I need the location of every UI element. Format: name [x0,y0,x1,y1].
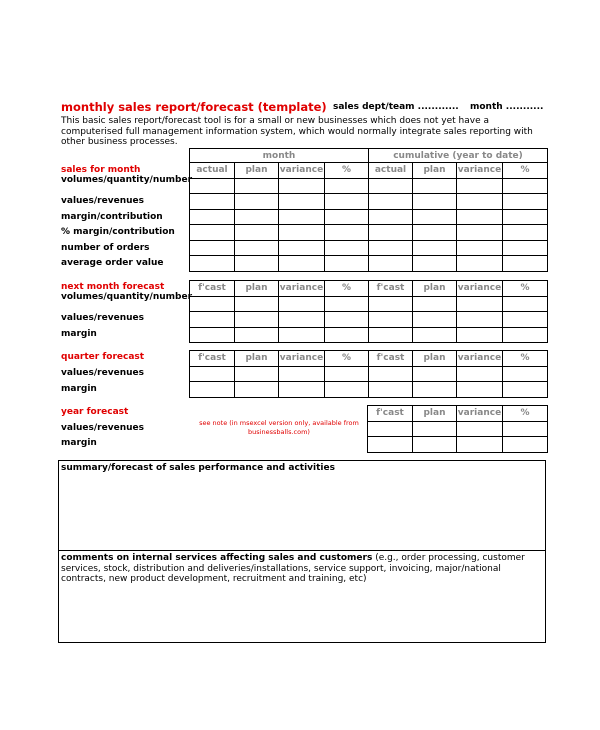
col-header: % [325,163,369,179]
cell[interactable] [325,240,369,256]
quarter-forecast-grid [189,350,548,398]
cell[interactable] [413,327,457,343]
cell[interactable] [190,327,235,343]
group-header-cumulative: cumulative (year to date) [369,149,548,163]
cell[interactable] [235,178,279,194]
row-label: average order value [61,258,164,268]
cell[interactable] [369,225,413,241]
cell[interactable] [369,312,413,328]
cell[interactable] [235,312,279,328]
section-heading-quarter-forecast: quarter forecast [61,352,145,362]
cell[interactable] [503,209,548,225]
table-row [190,256,548,272]
next-month-forecast-grid [189,280,548,343]
cell[interactable] [279,209,325,225]
cell[interactable] [325,178,369,194]
table-row [190,240,548,256]
cell[interactable] [235,366,279,382]
col-header: plan [413,406,457,422]
cell[interactable] [235,327,279,343]
cell[interactable] [413,194,457,210]
col-header: % [503,351,548,367]
table-row [190,225,548,241]
cell[interactable] [503,312,548,328]
cell[interactable] [413,366,457,382]
col-header: variance [279,163,325,179]
comments-box[interactable] [58,550,546,643]
col-header: f'cast [190,281,235,297]
col-header: plan [235,163,279,179]
col-header: actual [190,163,235,179]
cell[interactable] [235,225,279,241]
cell[interactable] [413,312,457,328]
cell[interactable] [413,421,457,437]
row-label: values/revenues [61,196,144,206]
comments-text: (e.g., order processing, customer services, stock, distribution and deliveries/installations, service support, invoicing, major/national contracts, new product development, recruitment and training, etc) [61,553,525,584]
cell[interactable] [457,327,503,343]
cell[interactable] [503,194,548,210]
row-label: number of orders [61,243,150,253]
col-header: variance [457,406,503,422]
cell[interactable] [503,437,548,453]
section-heading-next-month-forecast: next month forecast [61,282,165,292]
col-header: variance [457,351,503,367]
cell[interactable] [325,296,369,312]
col-header: variance [279,281,325,297]
row-label: values/revenues [61,423,144,433]
cell[interactable] [369,209,413,225]
cell[interactable] [503,421,548,437]
cell[interactable] [325,225,369,241]
cell[interactable] [325,256,369,272]
cell[interactable] [457,312,503,328]
cell[interactable] [503,366,548,382]
cell[interactable] [503,327,548,343]
cell[interactable] [190,209,235,225]
cell[interactable] [413,209,457,225]
month-field: month ........... [470,102,544,112]
cell[interactable] [235,256,279,272]
page-title: monthly sales report/forecast (template) [61,100,327,114]
row-label: margin/contribution [61,212,163,222]
cell[interactable] [503,240,548,256]
cell[interactable] [457,421,503,437]
cell[interactable] [369,327,413,343]
cell[interactable] [190,240,235,256]
cell[interactable] [279,256,325,272]
group-header-month: month [190,149,369,163]
cell[interactable] [325,209,369,225]
table-row [190,296,548,312]
col-header: variance [457,281,503,297]
cell[interactable] [457,296,503,312]
cell[interactable] [413,225,457,241]
row-label: volumes/quantity/number [61,292,193,302]
cell[interactable] [190,366,235,382]
table-row [190,327,548,343]
summary-label: summary/forecast of sales performance and activities [61,463,335,473]
section-heading-sales-for-month: sales for month [61,165,141,175]
cell[interactable] [190,312,235,328]
cell[interactable] [503,296,548,312]
row-label: margin [61,329,97,339]
comments-label: comments on internal services affecting sales and customers [61,553,373,563]
table-row [190,194,548,210]
cell[interactable] [279,296,325,312]
cell[interactable] [235,240,279,256]
col-header: plan [413,281,457,297]
cell[interactable] [325,312,369,328]
col-header: % [503,281,548,297]
table-row [190,382,548,398]
cell[interactable] [279,178,325,194]
cell[interactable] [235,296,279,312]
table-row [368,437,548,453]
cell[interactable] [413,240,457,256]
cell[interactable] [235,209,279,225]
cell[interactable] [368,437,413,453]
cell[interactable] [457,178,503,194]
sales-dept-field: sales dept/team ............ [333,102,459,112]
row-label: values/revenues [61,368,144,378]
cell[interactable] [503,382,548,398]
table-row [190,366,548,382]
col-header: plan [235,351,279,367]
table-row [190,312,548,328]
cell[interactable] [369,194,413,210]
cell[interactable] [369,366,413,382]
cell[interactable] [413,296,457,312]
excel-version-note: see note (in msexcel version only, available from businessballs.com) [199,419,359,436]
cell[interactable] [235,382,279,398]
cell[interactable] [457,256,503,272]
cell[interactable] [190,194,235,210]
cell[interactable] [279,366,325,382]
cell[interactable] [369,382,413,398]
row-label: volumes/quantity/number [61,175,193,185]
row-label: margin [61,438,97,448]
cell[interactable] [279,225,325,241]
cell[interactable] [279,382,325,398]
col-header: % [325,281,369,297]
cell[interactable] [279,327,325,343]
cell[interactable] [368,421,413,437]
table-row [368,421,548,437]
cell[interactable] [190,296,235,312]
cell[interactable] [413,437,457,453]
col-header: plan [413,351,457,367]
cell[interactable] [413,178,457,194]
cell[interactable] [325,382,369,398]
cell[interactable] [190,225,235,241]
cell[interactable] [325,194,369,210]
sales-for-month-grid [189,148,548,272]
table-row [190,209,548,225]
cell[interactable] [503,225,548,241]
col-header: % [503,406,548,422]
col-header: % [503,163,548,179]
cell[interactable] [457,366,503,382]
col-header: plan [235,281,279,297]
cell[interactable] [369,296,413,312]
col-header: actual [369,163,413,179]
cell[interactable] [457,194,503,210]
cell[interactable] [503,178,548,194]
cell[interactable] [457,225,503,241]
cell[interactable] [457,240,503,256]
col-header: f'cast [369,351,413,367]
cell[interactable] [190,256,235,272]
cell[interactable] [369,178,413,194]
table-row [190,178,548,194]
row-label: values/revenues [61,313,144,323]
summary-box[interactable] [58,460,546,551]
cell[interactable] [279,312,325,328]
year-forecast-grid [367,405,548,453]
cell[interactable] [325,327,369,343]
col-header: variance [457,163,503,179]
cell[interactable] [279,194,325,210]
cell[interactable] [190,382,235,398]
cell[interactable] [413,382,457,398]
cell[interactable] [457,209,503,225]
cell[interactable] [369,256,413,272]
col-header: plan [413,163,457,179]
cell[interactable] [325,366,369,382]
row-label: margin [61,384,97,394]
cell[interactable] [369,240,413,256]
col-header: variance [279,351,325,367]
cell[interactable] [190,178,235,194]
cell[interactable] [503,256,548,272]
intro-text: This basic sales report/forecast tool is for a small or new businesses which does not yet have a computerised full management information system, which would normally integrate sales reporting with other business processes. [61,116,533,147]
col-header: f'cast [368,406,413,422]
col-header: f'cast [190,351,235,367]
col-header: % [325,351,369,367]
section-heading-year-forecast: year forecast [61,407,129,417]
row-label: % margin/contribution [61,227,175,237]
cell[interactable] [413,256,457,272]
col-header: f'cast [369,281,413,297]
cell[interactable] [279,240,325,256]
cell[interactable] [235,194,279,210]
cell[interactable] [457,382,503,398]
cell[interactable] [457,437,503,453]
